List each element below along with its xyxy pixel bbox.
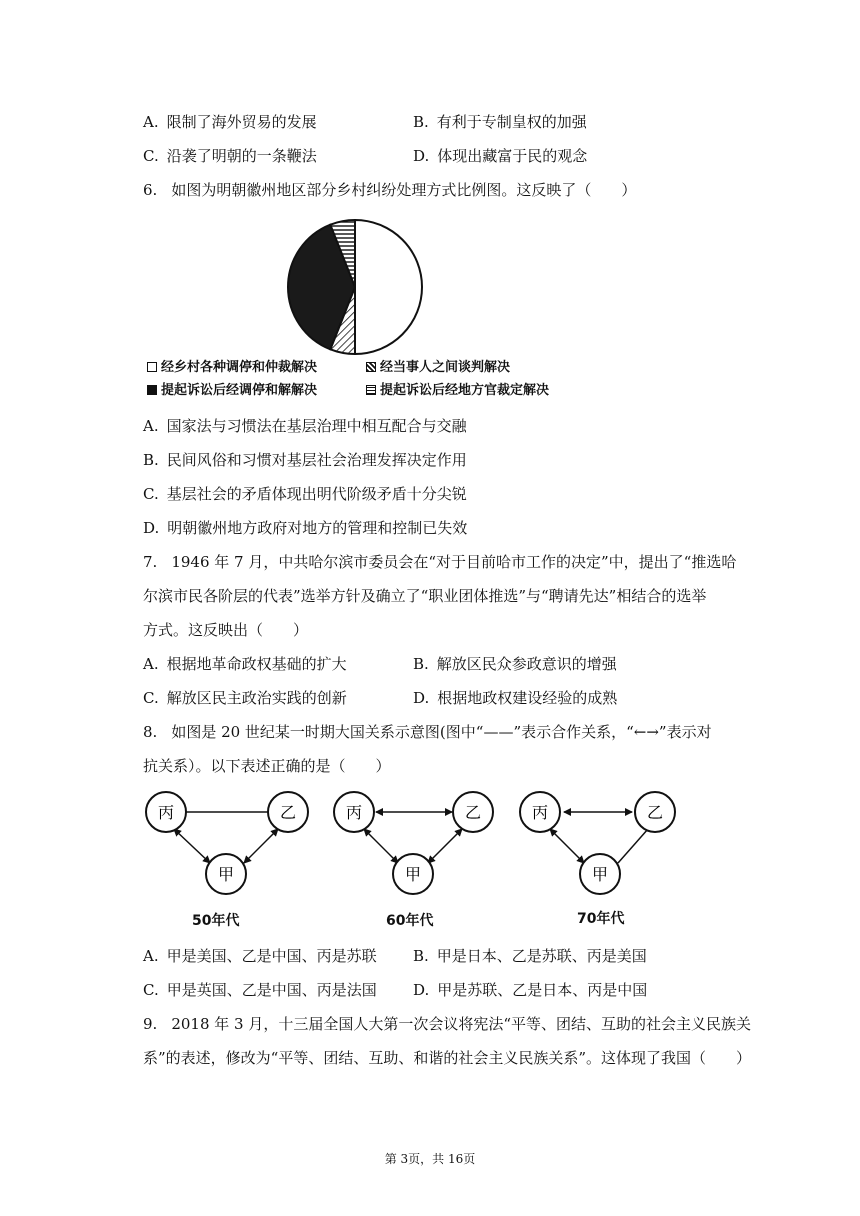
node-bing-70s: 丙 [531,803,549,822]
q7-option-b: B. 解放区民众参政意识的增强 [413,655,617,673]
q7-option-d: D. 根据地政权建设经验的成熟 [413,689,618,707]
q6-option-a: A. 国家法与习惯法在基层治理中相互配合与交融 [143,417,467,435]
q8-option-b: B. 甲是日本、乙是苏联、丙是美国 [413,947,647,965]
node-bing-60s: 丙 [345,803,363,822]
q8-option-a: A. 甲是美国、乙是中国、丙是苏联 [143,947,377,965]
q7-option-c: C. 解放区民主政治实践的创新 [143,689,347,707]
q5-option-a: A. 限制了海外贸易的发展 [143,113,317,131]
q6-option-d: D. 明朝徽州地方政府对地方的管理和控制已失效 [143,519,468,537]
q7-option-a: A. 根据地革命政权基础的扩大 [143,655,347,673]
q6-stem: 6. 如图为明朝徽州地区部分乡村纠纷处理方式比例图。这反映了（ ） [143,181,637,199]
q6-option-b: B. 民间风俗和习惯对基层社会治理发挥决定作用 [143,451,467,469]
node-yi-70s: 乙 [646,803,664,822]
q9-stem-line-2: 系”的表述，修改为“平等、团结、互助、和谐的社会主义民族关系”。这体现了我国（ ） [143,1049,752,1067]
q5-option-b: B. 有利于专制皇权的加强 [413,113,587,131]
q6-pie-chart [280,216,430,358]
legend-item-negotiation: 经当事人之间谈判解决 [366,356,510,375]
diagram-70s [520,792,675,894]
diagram-label-60s: 60年代 [386,913,434,929]
q8-relation-diagrams [130,785,690,910]
diagram-label-70s: 70年代 [577,911,625,927]
q5-option-c: C. 沿袭了明朝的一条鞭法 [143,147,317,165]
q8-option-c: C. 甲是英国、乙是中国、丙是法国 [143,981,377,999]
diagram-50s [146,792,308,894]
q5-option-d: D. 体现出藏富于民的观念 [413,147,588,165]
horizontal-hatch-icon [366,385,376,395]
node-jia-50s: 甲 [217,865,235,884]
legend-item-official-ruling: 提起诉讼后经地方官裁定解决 [366,379,549,398]
node-bing-50s: 丙 [157,803,175,822]
node-jia-70s: 甲 [591,865,609,884]
legend-item-mediation: 经乡村各种调停和仲裁解决 [147,356,317,375]
diagram-label-50s: 50年代 [192,913,240,929]
pie-slice-mediation [355,220,422,354]
q8-stem-line-1: 8. 如图是 20 世纪某一时期大国关系示意图(图中“——”表示合作关系，“←→”表示对 [143,723,712,741]
diagram-60s [334,792,493,894]
white-square-icon [147,362,157,372]
node-jia-60s: 甲 [404,865,422,884]
q8-option-d: D. 甲是苏联、乙是日本、丙是中国 [413,981,648,999]
legend-item-litigation-settlement: 提起诉讼后经调停和解解决 [147,379,317,398]
q7-stem-line-3: 方式。这反映出（ ） [143,621,309,639]
diagonal-hatch-icon [366,362,376,372]
q8-stem-line-2: 抗关系）。以下表述正确的是（ ） [143,757,391,775]
node-yi-60s: 乙 [464,803,482,822]
q6-option-c: C. 基层社会的矛盾体现出明代阶级矛盾十分尖锐 [143,485,467,503]
q7-stem-line-1: 7. 1946 年 7 月，中共哈尔滨市委员会在“对于目前哈市工作的决定”中，提出了“推选哈 [143,553,737,571]
q9-stem-line-1: 9. 2018 年 3 月，十三届全国人大第一次会议将宪法“平等、团结、互助的社会主义民族关 [143,1015,752,1033]
black-square-icon [147,385,157,395]
q7-stem-line-2: 尔滨市民各阶层的代表”选举方针及确立了“职业团体推选”与“聘请先达”相结合的选举 [143,587,707,605]
page-footer: 第 3页，共 16页 [384,1152,476,1166]
node-yi-50s: 乙 [279,803,297,822]
